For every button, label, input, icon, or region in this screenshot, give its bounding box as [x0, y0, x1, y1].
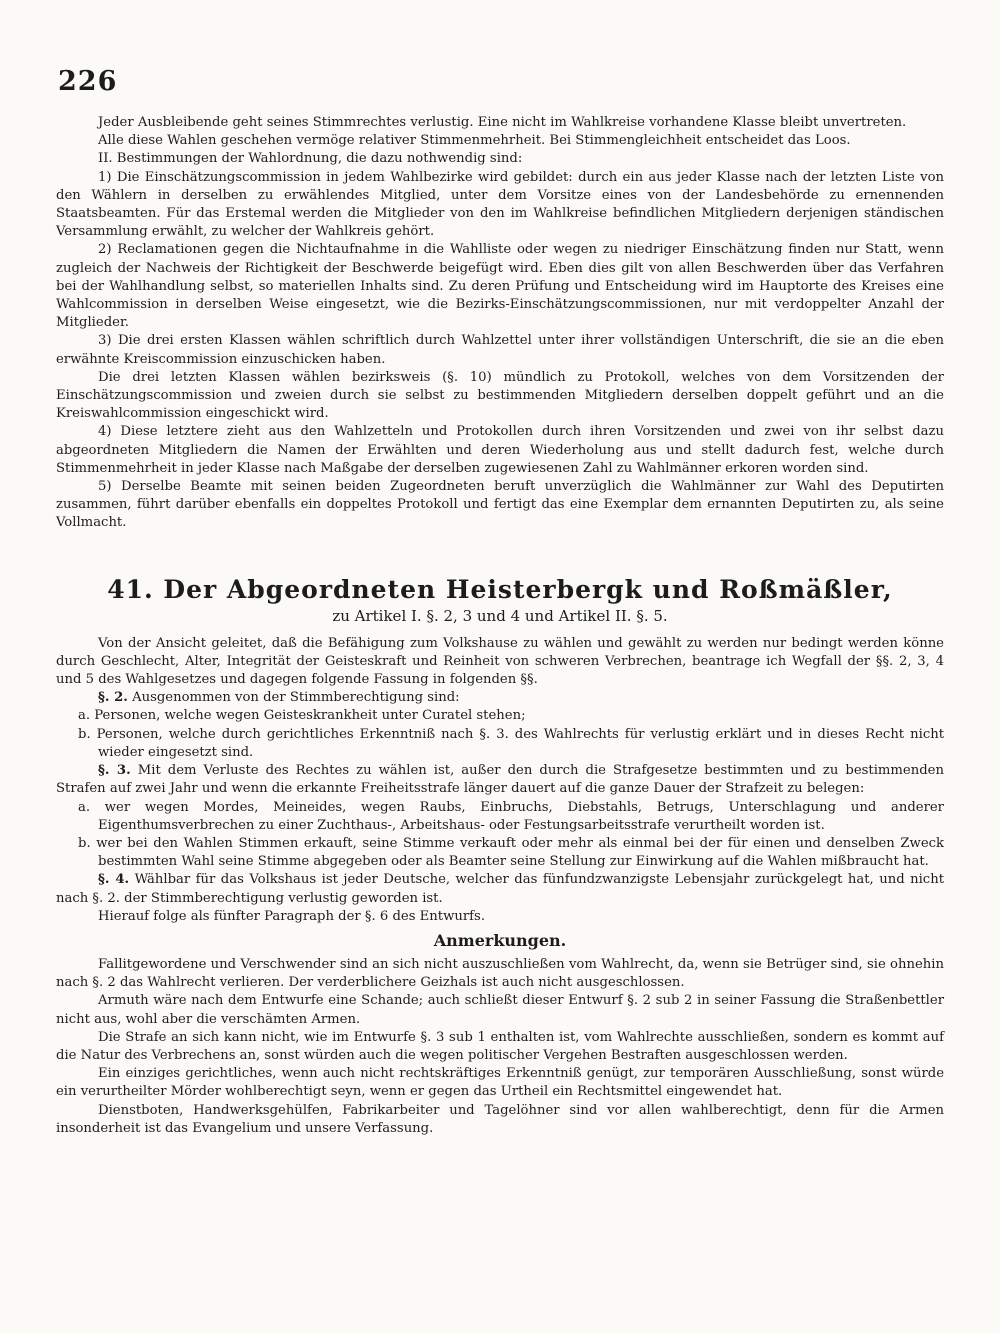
- paragraph: 4) Diese letztere zieht aus den Wahlzetteln und Protokollen durch ihren Vorsitzenden und zwei von ihr selbst dazu abgeordneten Mitgliedern die Namen der Erwählten und deren Wiederholung aus und stellt dadurch fest, welche durch Stimmenmehrheit in jeder Klasse nach Maßgabe der derselben zugewiesenen Zahl zu Wahlmänner erkoren worden sind.: [56, 424, 944, 476]
- paragraph: Jeder Ausbleibende geht seines Stimmrechtes verlustig. Eine nicht im Wahlkreise vorhandene Klasse bleibt unvertreten.: [98, 115, 907, 130]
- intro-paragraph: Von der Ansicht geleitet, daß die Befähigung zum Volkshause zu wählen und gewählt zu werden nur bedingt werden könne durch Geschlecht, Alter, Integrität der Geisteskraft und Reinheit von schweren Verbrechen, beantrage ich Wegfall der §§. 2, 3, 4 und 5 des Wahlgesetzes und dagegen folgende Fassung in folgenden §§.: [56, 635, 944, 688]
- closing-paragraph: Hierauf folge als fünfter Paragraph der §. 6 des Entwurfs.: [98, 908, 486, 924]
- paragraph-section-4: [56, 871, 944, 907]
- section-label: §. 4.: [98, 872, 130, 888]
- list-item: a. wer wegen Mordes, Meineides, wegen Raubs, Einbruchs, Diebstahls, Betrugs, Unterschlagung und anderer Eigenthumsverbrechen zu einer Zuchthaus-, Arbeitshaus- oder Festungsarbeitsstrafe verurtheilt worden ist.: [78, 799, 944, 833]
- section-subtitle: zu Artikel I. §. 2, 3 und 4 und Artikel II. §. 5.: [332, 606, 668, 625]
- paragraph: 1) Die Einschätzungscommission in jedem Wahlbezirke wird gebildet: durch ein aus jeder Klasse nach der letzten Liste von den Wählern in derselben zu erwählendes Mitglied, unter dem Vorsitze eines von der Landesbehörde zu ernennenden Staatsbeamten. Für das Erstemal werden die Mitglieder von den im Wahlkreise befindlichen Mitgliedern derjenigen ständischen Versammlung erwählt, zu welcher der Wahlkreis gehört.: [56, 169, 944, 240]
- paragraph-section-3: [56, 762, 944, 798]
- list-item: b. wer bei den Wahlen Stimmen erkauft, seine Stimme verkauft oder mehr als einmal bei der für einen und denselben Zweck bestimmten Wahl seine Stimme abgegeben oder als Beamter seine Stellung zur Einwirkung auf die Wahlen mißbraucht hat.: [78, 835, 944, 870]
- section-label: §. 3.: [98, 763, 131, 779]
- paragraph-section-2: [56, 689, 944, 707]
- paragraph: Die drei letzten Klassen wählen bezirksweis (§. 10) mündlich zu Protokoll, welches von dem Vorsitzenden der Einschätzungscommission und zweien durch sie selbst zu bestimmenden Mitgliedern derselben doppelt geführt und an die Kreiswahlcommission eingeschickt wird.: [56, 369, 944, 422]
- section-text: Wählbar für das Volkshaus ist jeder Deutsche, welcher das fünfundzwanzigste Lebensjahr zurückgelegt hat, und nicht nach §. 2. der Stimmberechtigung verlustig geworden ist.: [56, 872, 944, 906]
- section-label: §. 2.: [98, 690, 128, 706]
- note-paragraph: Dienstboten, Handwerksgehülfen, Fabrikarbeiter und Tagelöhner sind vor allen wahlberechtigt, denn für die Armen insonderheit ist das Evangelium und unsere Verfassung.: [56, 1102, 944, 1136]
- paragraph: 5) Derselbe Beamte mit seinen beiden Zugeordneten beruft unverzüglich die Wahlmänner zur Wahl des Deputirten zusammen, führt darüber ebenfalls ein doppeltes Protokoll und fertigt das eine Exemplar dem ernannten Deputirten zu, als seine Vollmacht.: [56, 479, 944, 531]
- section-text: Ausgenommen von der Stimmberechtigung sind:: [132, 690, 460, 706]
- paragraph: 3) Die drei ersten Klassen wählen schriftlich durch Wahlzettel unter ihrer vollständigen Unterschrift, die sie an die eben erwähnte Kreiscommission einzuschicken haben.: [56, 333, 944, 367]
- paragraph: Alle diese Wahlen geschehen vermöge relativer Stimmenmehrheit. Bei Stimmengleichheit entscheidet das Loos.: [98, 133, 851, 149]
- list-item: a. Personen, welche wegen Geisteskrankheit unter Curatel stehen;: [78, 708, 526, 724]
- page-body: [56, 114, 944, 1138]
- note-paragraph: Armuth wäre nach dem Entwurfe eine Schande; auch schließt dieser Entwurf §. 2 sub 2 in seiner Fassung die Straßenbettler nicht aus, wohl aber die verschämten Armen.: [56, 993, 944, 1027]
- page-number: 226: [58, 66, 118, 97]
- section-spacer: [56, 533, 944, 573]
- section-title: 41. Der Abgeordneten Heisterbergk und Roßmäßler,: [107, 574, 893, 604]
- notes-heading: Anmerkungen.: [433, 930, 567, 950]
- section-text: Mit dem Verluste des Rechtes zu wählen ist, außer den durch die Strafgesetze bestimmten und zu bestimmenden Strafen auf zwei Jahr und wenn die erkannte Freiheitsstrafe länger dauert auf die ganze Dauer der Strafzeit zu belegen:: [56, 763, 944, 797]
- note-paragraph: Die Strafe an sich kann nicht, wie im Entwurfe §. 3 sub 1 enthalten ist, vom Wahlrechte ausschließen, sondern es kommt auf die Natur des Verbrechens an, sonst würden auch die wegen politischer Vergehen Bestraften ausgeschlossen werden.: [56, 1029, 944, 1063]
- note-paragraph: Ein einziges gerichtliches, wenn auch nicht rechtskräftiges Erkenntniß genügt, zur temporären Ausschließung, sonst würde ein verurtheilter Mörder wohlberechtigt seyn, wenn er gegen das Urtheil ein Rechtsmittel eingewendet hat.: [56, 1066, 944, 1100]
- paragraph: 2) Reclamationen gegen die Nichtaufnahme in die Wahlliste oder wegen zu niedriger Einschätzung finden nur Statt, wenn zugleich der Nachweis der Richtigkeit der Beschwerde beigefügt wird. Eben dies gilt von allen Beschwerden über das Verfahren bei der Wahlhandlung selbst, so materiellen Inhalts sind. Zu deren Prüfung und Entscheidung wird im Hauptorte des Kreises eine Wahlcommission in derselben Weise eingesetzt, wie die Bezirks-Einschätzungscommissionen, nur mit verdoppelter Anzahl der Mitglieder.: [56, 242, 944, 331]
- note-paragraph: Fallitgewordene und Verschwender sind an sich nicht auszuschließen vom Wahlrecht, da, wenn sie Betrüger sind, sie ohnehin nach §. 2 das Wahlrecht verlieren. Der verderblichere Geizhals ist auch nicht ausgeschlossen.: [56, 956, 944, 991]
- paragraph: II. Bestimmungen der Wahlordnung, die dazu nothwendig sind:: [98, 151, 523, 167]
- notes-list: [56, 956, 944, 1138]
- list-item: b. Personen, welche durch gerichtliches Erkenntniß nach §. 3. des Wahlrechts für verlustig erklärt und in dieses Recht nicht wieder eingesetzt sind.: [78, 726, 944, 760]
